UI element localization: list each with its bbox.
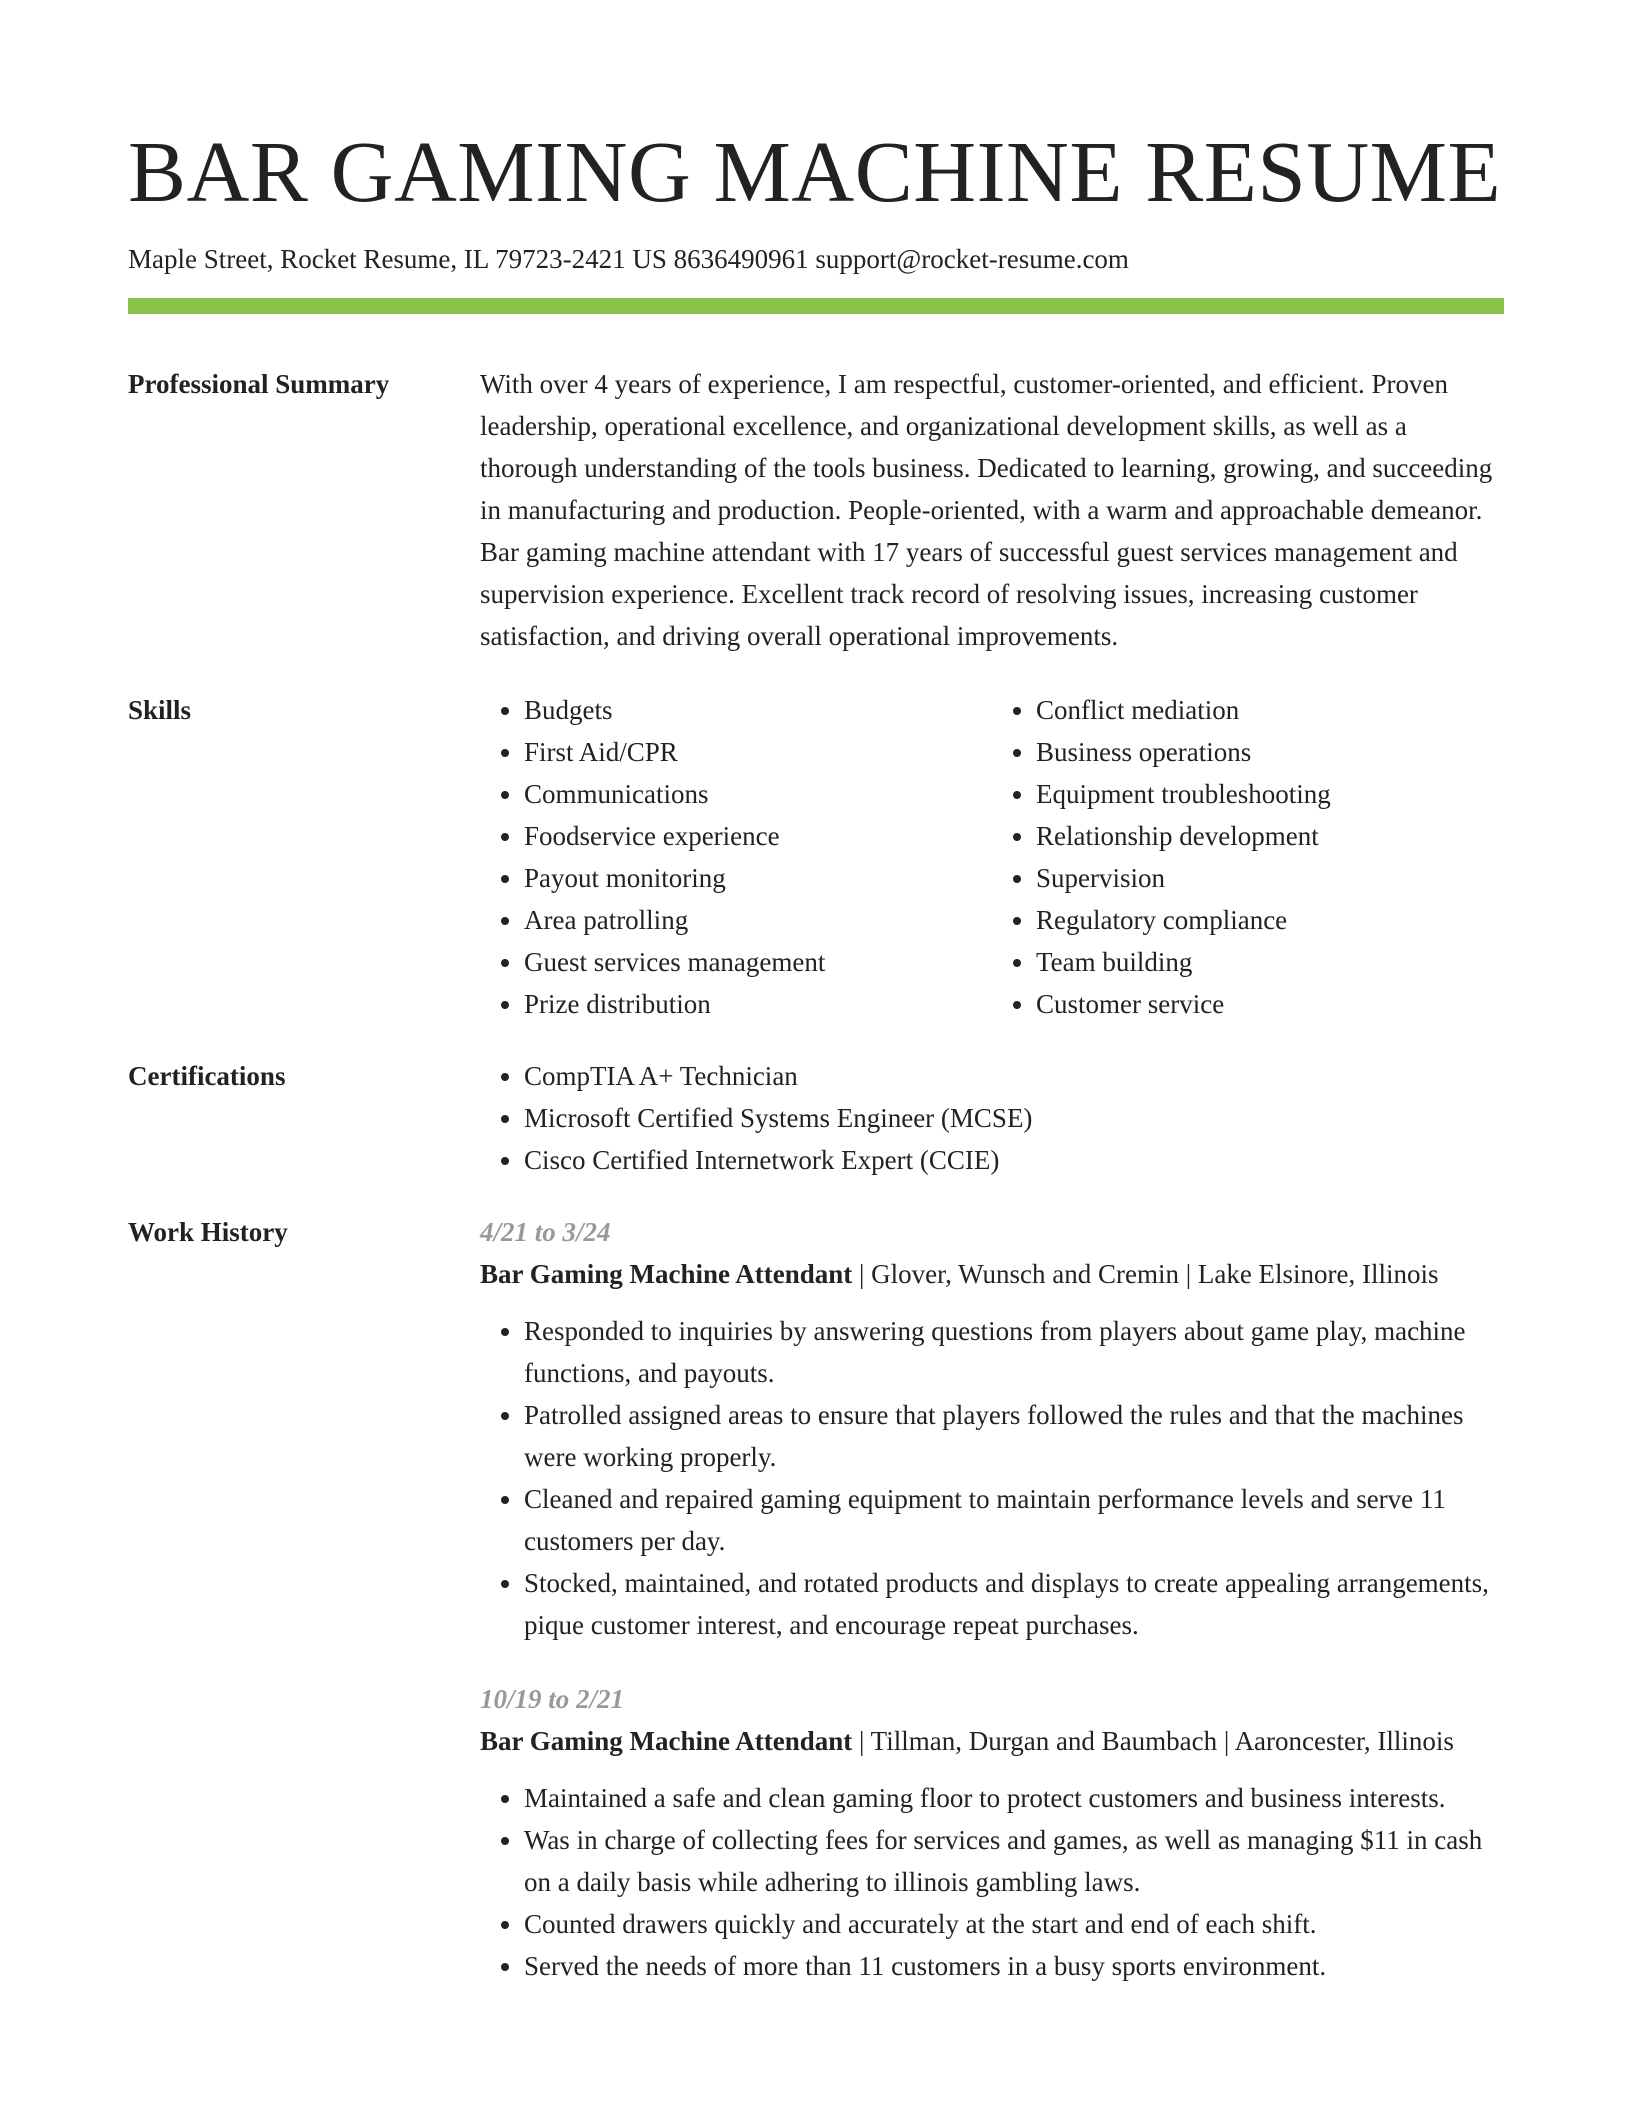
skill-item: • Payout monitoring xyxy=(524,857,992,899)
skills-body xyxy=(480,689,1504,1025)
job-duty: • Patrolled assigned areas to ensure that players followed the rules and that the machines were working properly. xyxy=(524,1394,1504,1478)
job-duty: • Maintained a safe and clean gaming floor to protect customers and business interests. xyxy=(524,1777,1504,1819)
summary-text: With over 4 years of experience, I am respectful, customer-oriented, and efficient. Proven leadership, operational excellence, and organizational development skills, as well as a thorough understanding of the tools business. Dedicated to learning, growing, and succeeding in manufacturing and production. People-oriented, with a warm and approachable demeanor. Bar gaming machine attendant with 17 years of successful guest services management and supervision experience. Excellent track record of resolving issues, increasing customer satisfaction, and driving overall operational improvements. xyxy=(480,369,1493,652)
job-duty: • Responded to inquiries by answering questions from players about game play, machine functions, and payouts. xyxy=(524,1310,1504,1394)
skill-item: • Team building xyxy=(1036,941,1504,983)
summary-body xyxy=(480,363,1504,657)
certifications-list xyxy=(480,1055,1504,1181)
skill-item: • Foodservice experience xyxy=(524,815,992,857)
skill-item: • Area patrolling xyxy=(524,899,992,941)
skill-item: • Guest services management xyxy=(524,941,992,983)
job-dates: 4/21 to 3/24 xyxy=(480,1217,611,1248)
skills-list-left xyxy=(480,689,992,1025)
job-header xyxy=(480,1253,1504,1295)
skills-heading: Skills xyxy=(128,695,192,726)
job-duty: • Served the needs of more than 11 customers in a busy sports environment. xyxy=(524,1945,1504,1987)
job-duties-list xyxy=(480,1310,1504,1646)
summary-heading: Professional Summary xyxy=(128,369,390,400)
skill-item: • Regulatory compliance xyxy=(1036,899,1504,941)
certification-item: • Cisco Certified Internetwork Expert (CCIE) xyxy=(524,1139,1504,1181)
skill-item: • Conflict mediation xyxy=(1036,689,1504,731)
job-duties-list xyxy=(480,1777,1504,1987)
skill-item: • Communications xyxy=(524,773,992,815)
certifications-heading: Certifications xyxy=(128,1061,286,1092)
job-duty: • Counted drawers quickly and accurately at the start and end of each shift. xyxy=(524,1903,1504,1945)
work-history-section xyxy=(128,1211,1504,1987)
skill-item: • Relationship development xyxy=(1036,815,1504,857)
contact-info: Maple Street, Rocket Resume, IL 79723-2421 US 8636490961 support@rocket-resume.com xyxy=(128,244,1129,274)
resume-name: BAR GAMING MACHINE RESUME xyxy=(128,123,1502,220)
job-title: Bar Gaming Machine Attendant xyxy=(480,1726,853,1757)
work-history-heading: Work History xyxy=(128,1217,288,1248)
skills-list-right xyxy=(992,689,1504,1025)
job-duty: • Stocked, maintained, and rotated products and displays to create appealing arrangements, pique customer interest, and encourage repeat purchases. xyxy=(524,1562,1504,1646)
job-title: Bar Gaming Machine Attendant xyxy=(480,1259,853,1290)
certification-item: • CompTIA A+ Technician xyxy=(524,1055,1504,1097)
skill-item: • Prize distribution xyxy=(524,983,992,1025)
skill-item: • Equipment troubleshooting xyxy=(1036,773,1504,815)
skill-item: • Supervision xyxy=(1036,857,1504,899)
summary-section xyxy=(128,363,1504,657)
skill-item: • Customer service xyxy=(1036,983,1504,1025)
certifications-body xyxy=(480,1055,1504,1181)
job-employer-location: | Tillman, Durgan and Baumbach | Aaroncester, Illinois xyxy=(852,1726,1454,1757)
certification-item: • Microsoft Certified Systems Engineer (MCSE) xyxy=(524,1097,1504,1139)
job-duty: • Cleaned and repaired gaming equipment to maintain performance levels and serve 11 customers per day. xyxy=(524,1478,1504,1562)
job-header xyxy=(480,1720,1504,1762)
header-divider xyxy=(128,298,1504,314)
job-dates: 10/19 to 2/21 xyxy=(480,1684,625,1715)
skill-item: • Business operations xyxy=(1036,731,1504,773)
work-history-body xyxy=(480,1211,1504,1987)
job-employer-location: | Glover, Wunsch and Cremin | Lake Elsinore, Illinois xyxy=(852,1259,1439,1290)
job-entry xyxy=(480,1211,1504,1646)
job-duty: • Was in charge of collecting fees for services and games, as well as managing $11 in cash on a daily basis while adhering to illinois gambling laws. xyxy=(524,1819,1504,1903)
skill-item: • Budgets xyxy=(524,689,992,731)
certifications-section xyxy=(128,1055,1504,1181)
job-entry xyxy=(480,1678,1504,1987)
skills-section xyxy=(128,689,1504,1025)
skill-item: • First Aid/CPR xyxy=(524,731,992,773)
